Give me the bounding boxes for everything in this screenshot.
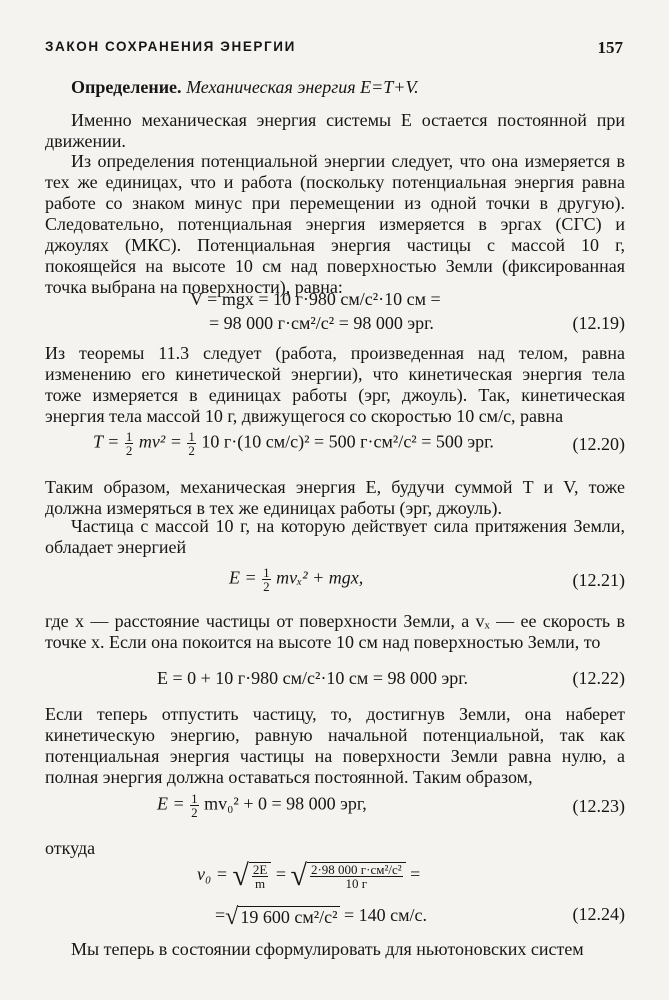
definition (45, 77, 625, 98)
eq-12-20-lhs: T = (93, 431, 120, 452)
frac-den-2: 2 (188, 443, 195, 458)
frac-num-4: 1 (191, 791, 198, 806)
definition-label: Определение. (71, 77, 182, 97)
radical-sign-icon: √ (232, 859, 249, 892)
equation-12-22 (45, 668, 625, 694)
eq-12-24-tail: = (410, 864, 421, 885)
r1-den: m (255, 876, 266, 891)
page-number: 157 (597, 38, 623, 57)
paragraph-3 (45, 343, 625, 427)
equation-12-19-second: = 98 000 г·см²/с² = 98 000 эрг. (209, 313, 434, 333)
equation-12-21-body (229, 566, 363, 593)
equation-12-20-number: (12.20) (572, 434, 625, 454)
running-title: ЗАКОН СОХРАНЕНИЯ ЭНЕРГИИ (45, 39, 296, 54)
paragraph-6-text: где x — расстояние частицы от поверхности Земли, а vₓ — ее скорость в точке x. Если она покоится на высоте 10 см над поверхностью Земли, то (45, 611, 625, 652)
eq-12-23-rhs: mv₀² + 0 = 98 000 эрг, (204, 793, 367, 814)
radicand-3: 19 600 см²/с² (240, 907, 338, 927)
eq-12-21-rhs: mvₓ² + mgx, (276, 567, 364, 588)
eq-12-20-rhs: 10 г·(10 см/с)² = 500 г·см²/с² = 500 эрг. (201, 431, 494, 452)
equation-12-23-body (157, 792, 367, 819)
equation-12-22-number: (12.22) (572, 668, 625, 688)
equation-12-19-line1 (45, 289, 625, 315)
equation-12-24-line1 (45, 859, 625, 902)
paragraph-4 (45, 477, 625, 519)
paragraph-7-text: Если теперь отпустить частицу, то, достигнув Земли, она наберет кинетическую энергию, равную начальной потенциальной, так как потенциальная энергия частицы на поверхности Земли равна нулю, а полная энергия должна оставаться постоянной. Таким образом, (45, 704, 625, 787)
paragraph-5-text: Частица с массой 10 г, на которую действует сила притяжения Земли, обладает энергией (45, 516, 625, 557)
equation-12-23-number: (12.23) (572, 796, 625, 816)
square-root-1 (232, 859, 271, 892)
page-header (45, 36, 623, 58)
paragraph-6 (45, 611, 625, 653)
definition-text: Механическая энергия E=T+V. (186, 77, 419, 97)
fraction-one-half (125, 430, 134, 457)
radicand-2 (307, 862, 406, 890)
square-root-3 (225, 904, 339, 930)
eq-12-24-lhs: v₀ = (197, 864, 228, 885)
equation-12-24-number: (12.24) (572, 904, 625, 924)
fraction-energy-mass (310, 863, 403, 890)
equation-12-19-line2 (45, 313, 625, 339)
paragraph-8 (45, 838, 625, 859)
equation-12-19-first: V = mgx = 10 г·980 см/с²·10 см = (190, 289, 441, 309)
radical-sign-icon-3: √ (225, 904, 239, 930)
equation-12-19-number: (12.19) (572, 313, 625, 333)
fraction-2e-m (252, 863, 268, 890)
frac-den-3: 2 (263, 579, 270, 594)
equation-12-23 (45, 792, 625, 826)
frac-num-2: 1 (188, 429, 195, 444)
eq-12-24-eq: = (275, 864, 286, 885)
square-root-2 (290, 859, 405, 892)
paragraph-9-text: Мы теперь в состоянии сформулировать для ньютоновских систем (71, 939, 584, 959)
paragraph-1 (45, 110, 625, 152)
fraction-one-half-4 (190, 792, 199, 819)
paragraph-2-text: Из определения потенциальной энергии следует, что она измеряется в тех же единицах, что и работа (поскольку потенциальная энергия равна работе со знаком минус при перемещении из одной точки в другую). Следовательно, потенциальная энергия измеряется в эргах (СГС) и джоулях (МКС). Потенциальная энергия частицы с массой 10 г, покоящейся на высоте 10 см над поверхностью Земли (фиксированная точка выбрана на поверхности), равна: (45, 151, 625, 297)
r2-num: 2·98 000 г·см²/с² (310, 862, 402, 877)
equation-12-21-number: (12.21) (572, 570, 625, 590)
r2-den: 10 г (345, 876, 368, 891)
frac-num: 1 (125, 429, 133, 444)
paragraph-3-text: Из теоремы 11.3 следует (работа, произведенная над телом, равна изменению его кинетической энергии), что кинетическая энергия тела тоже измеряется в единицах работы (эрг, джоуль). Так, кинетическая энергия тела массой 10 г, движущегося со скоростью 10 см/с, равна (45, 343, 625, 426)
frac-num-3: 1 (263, 565, 270, 580)
paragraph-2 (45, 151, 625, 298)
paragraph-9 (45, 939, 625, 960)
paragraph-7 (45, 704, 625, 788)
equation-12-20 (45, 430, 625, 464)
equation-12-24-second (215, 904, 427, 930)
r1-num: 2E (252, 862, 268, 877)
eq-12-23-lhs: E = (157, 793, 185, 814)
radicand-1 (249, 862, 271, 890)
fraction-one-half-3 (262, 566, 271, 593)
radical-sign-icon-2: √ (290, 859, 307, 892)
equation-12-21 (45, 566, 625, 600)
paragraph-5 (45, 516, 625, 558)
equation-12-22-body: E = 0 + 10 г·980 см/с²·10 см = 98 000 эрг. (157, 668, 469, 688)
fraction-one-half-2 (187, 430, 196, 457)
eq-12-20-mid: mv² = (138, 431, 182, 452)
paragraph-4-text: Таким образом, механическая энергия E, будучи суммой T и V, тоже должна измеряться в тех же единицах работы (эрг, джоуль). (45, 477, 625, 518)
paragraph-1-text: Именно механическая энергия системы E остается постоянной при движении. (45, 110, 625, 151)
equation-12-20-body (93, 430, 494, 457)
equation-12-24-line2 (45, 904, 625, 930)
paragraph-8-text: откуда (45, 838, 96, 858)
frac-den: 2 (125, 443, 133, 458)
equation-12-24-first (197, 859, 421, 892)
eq-12-21-lhs: E = (229, 567, 257, 588)
frac-den-4: 2 (191, 805, 198, 820)
eq-12-24-line2-post: = 140 см/с. (344, 905, 428, 926)
eq-12-24-line2-pre: = (215, 905, 226, 926)
